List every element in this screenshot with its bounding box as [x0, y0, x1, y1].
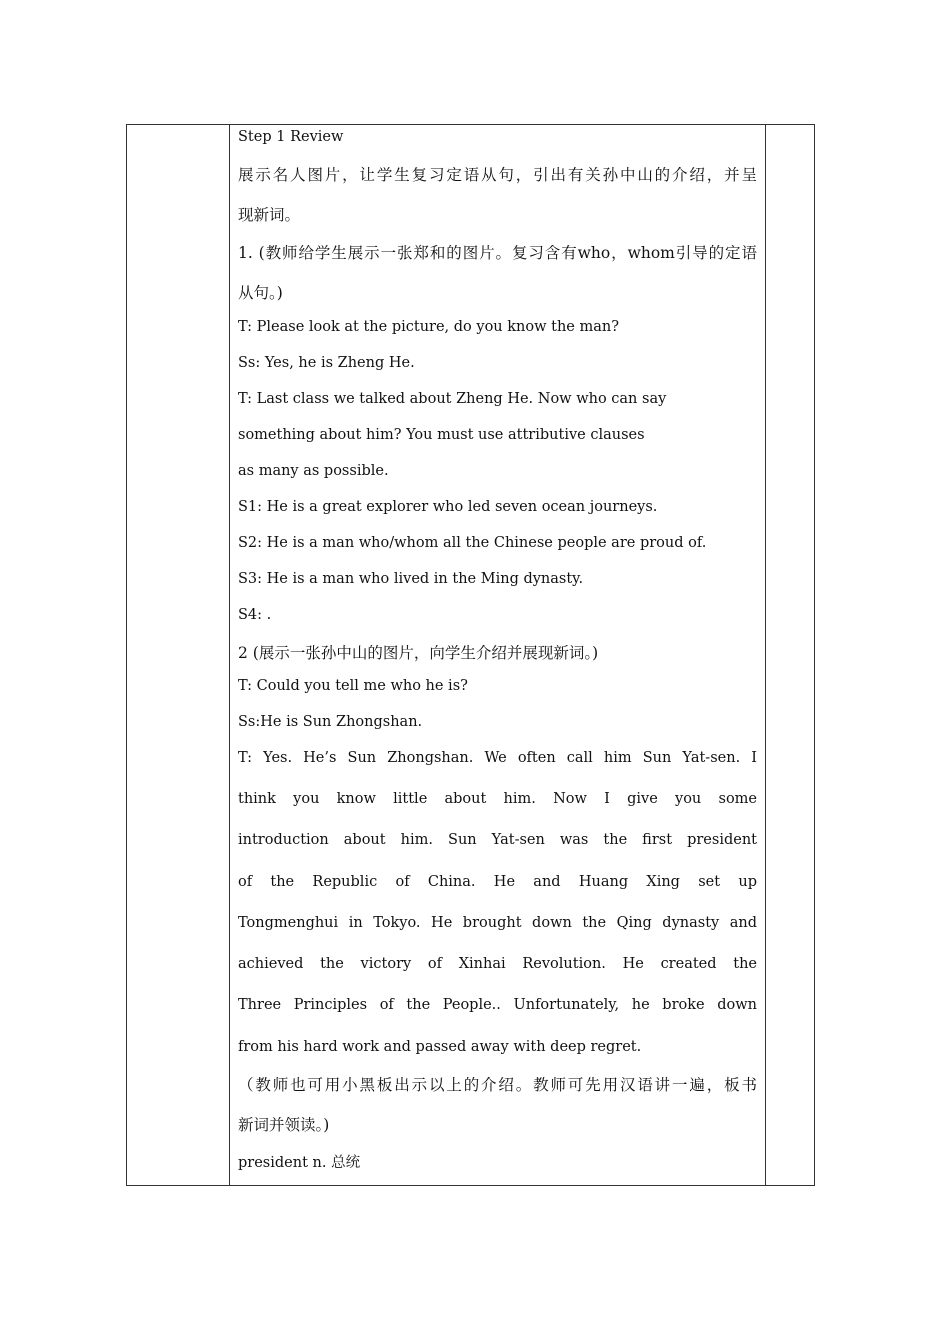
text-line: Tongmenghui in Tokyo. He brought down the Qing dynasty and: [238, 915, 757, 931]
text-line: of the Republic of China. He and Huang Xing set up: [238, 874, 757, 890]
text-line: as many as possible.: [238, 463, 389, 479]
text-line: 1. (教师给学生展示一张郑和的图片。复习含有who，whom引导的定语: [238, 244, 757, 262]
text-line: S1: He is a great explorer who led seven ocean journeys.: [238, 499, 658, 515]
text-line: （教师也可用小黑板出示以上的介绍。教师可先用汉语讲一遍，板书: [238, 1076, 757, 1094]
text-line: 展示名人图片，让学生复习定语从句，引出有关孙中山的介绍，并呈: [238, 166, 757, 184]
text-line: Ss: Yes, he is Zheng He.: [238, 355, 415, 371]
text-line: president n. 总统: [238, 1155, 361, 1171]
text-line: S2: He is a man who/whom all the Chinese people are proud of.: [238, 535, 707, 551]
text-line: Three Principles of the People.. Unfortunately, he broke down: [238, 997, 757, 1013]
text-line: Ss:He is Sun Zhongshan.: [238, 714, 423, 730]
text-line: achieved the victory of Xinhai Revolution. He created the: [238, 956, 757, 972]
column-divider-right: [765, 125, 766, 1185]
text-line: 现新词。: [238, 206, 301, 224]
text-line: T: Please look at the picture, do you know the man?: [238, 319, 619, 335]
text-line: T: Could you tell me who he is?: [238, 678, 468, 694]
text-line: Step 1 Review: [238, 129, 344, 145]
text-line: think you know little about him. Now I give you some: [238, 791, 757, 807]
text-line: S3: He is a man who lived in the Ming dynasty.: [238, 571, 584, 587]
column-divider-left: [229, 125, 230, 1185]
text-line: 新词并领读。): [238, 1116, 330, 1134]
text-line: 2 (展示一张孙中山的图片，向学生介绍并展现新词。): [238, 644, 599, 662]
text-line: 从句。): [238, 284, 283, 302]
text-line: T: Yes. He’s Sun Zhongshan. We often call him Sun Yat-sen. I: [238, 750, 757, 766]
text-line: something about him? You must use attributive clauses: [238, 427, 645, 443]
text-line: from his hard work and passed away with deep regret.: [238, 1039, 642, 1055]
text-line: introduction about him. Sun Yat-sen was the first president: [238, 832, 757, 848]
text-line: T: Last class we talked about Zheng He. Now who can say: [238, 391, 667, 407]
text-line: S4: .: [238, 607, 272, 623]
